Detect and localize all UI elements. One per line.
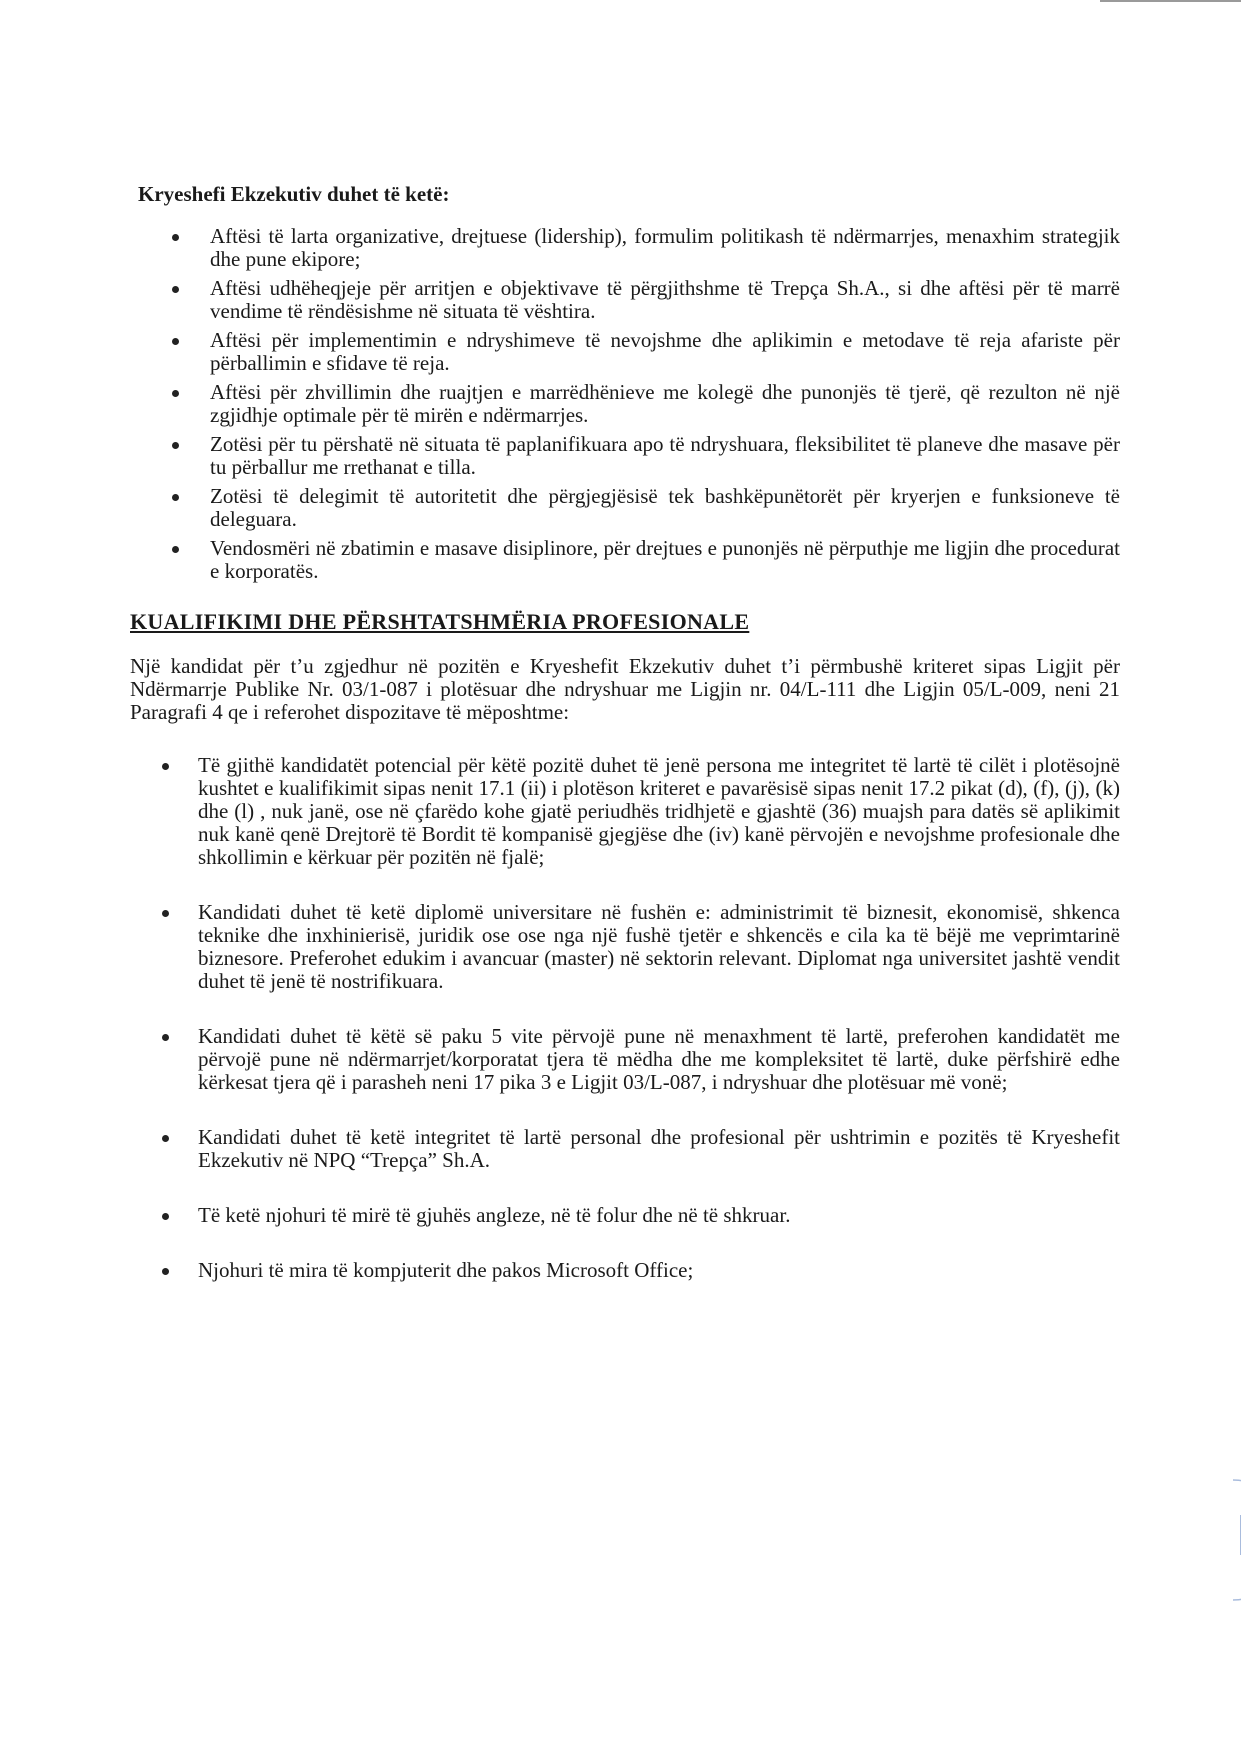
company-stamp-icon (1158, 1440, 1241, 1640)
list-item: Aftësi për implementimin e ndryshimeve të nevojshme dhe aplikimin e metodave të reja afariste për përballimin e sfidave të reja. (120, 329, 1120, 375)
list-item: Të ketë njohuri të mirë të gjuhës angleze, në të folur dhe në të shkruar. (120, 1204, 1120, 1227)
skills-list (120, 225, 1120, 583)
list-item: Kandidati duhet të ketë diplomë universitare në fushën e: administrimit të biznesit, ekonomisë, shkenca teknike dhe inxhinierisë, juridik ose ose nga një fushë tjetër e shkencës e cila ka të bëjë me veprimtarinë biznesore. Preferohet edukim i avancuar (master) në sektorin relevant. Diplomat nga universitet jashtë vendit duhet të jenë të nostrifikuara. (120, 901, 1120, 993)
list-item: Të gjithë kandidatët potencial për këtë pozitë duhet të jenë persona me integritet të lartë të cilët i plotësojnë kushtet e kualifikimit sipas nenit 17.1 (ii) i plotëson kriteret e pavarësisë sipas nenit 17.2 pikat (d), (f), (j), (k) dhe (l) , nuk janë, ose në çfarëdo kohe gjatë periudhës tridhjetë e gjashtë (36) muajsh para datës së aplikimit nuk kanë qenë Drejtorë të Bordit të kompanisë gjegjëse dhe (iv) kanë përvojën e nevojshme profesionale dhe shkollimin e kërkuar për pozitën në fjalë; (120, 754, 1120, 869)
section-title: KUALIFIKIMI DHE PËRSHTATSHMËRIA PROFESIONALE (130, 609, 750, 634)
list-item: Zotësi të delegimit të autoritetit dhe përgjegjësisë tek bashkëpunëtorët për kryerjen e funksioneve të deleguara. (120, 485, 1120, 531)
list-item: Zotësi për tu përshatë në situata të paplanifikuara apo të ndryshuara, fleksibilitet të planeve dhe masave për tu përballur me rrethanat e tilla. (120, 433, 1120, 479)
list-item: Kandidati duhet të ketë integritet të lartë personal dhe profesional për ushtrimin e pozitës të Kryeshefit Ekzekutiv në NPQ “Trepça” Sh.A. (120, 1126, 1120, 1172)
list-item: Vendosmëri në zbatimin e masave disiplinore, për drejtues e punonjës në përputhje me ligjin dhe procedurat e korporatës. (120, 537, 1120, 583)
list-item: Aftësi për zhvillimin dhe ruajtjen e marrëdhënieve me kolegë dhe punonjës të tjerë, që rezulton në një zgjidhje optimale për të mirën e ndërmarrjes. (120, 381, 1120, 427)
list-item: Kandidati duhet të këtë së paku 5 vite përvojë pune në menaxhment të lartë, preferohen kandidatët me përvojë pune në ndërmarrjet/korporatat tjera të mëdha dhe me kompleksitet të lartë, duke përfshirë edhe kërkesat tjera që i parasheh neni 17 pika 3 e Ligjit 03/L-087, i ndryshuar dhe plotësuar më vonë; (120, 1025, 1120, 1094)
requirements-list (120, 754, 1120, 1282)
ceo-skills-heading: Kryeshefi Ekzekutiv duhet të ketë: (138, 182, 450, 206)
list-item: Njohuri të mira të kompjuterit dhe pakos Microsoft Office; (120, 1259, 1120, 1282)
list-item: Aftësi udhëheqjeje për arritjen e objektivave të përgjithshme të Trepça Sh.A., si dhe aftësi për të marrë vendime të rëndësishme në situata të vështira. (120, 277, 1120, 323)
top-edge-line (1100, 0, 1241, 2)
list-item: Aftësi të larta organizative, drejtuese (lidership), formulim politikash të ndërmarrjes, menaxhim strategjik dhe pune ekipore; (120, 225, 1120, 271)
intro-paragraph: Një kandidat për t’u zgjedhur në pozitën e Kryeshefit Ekzekutiv duhet t’i përmbushë kriteret sipas Ligjit për Ndërmarrje Publike Nr. 03/1-087 i plotësuar dhe ndryshuar me Ligjin nr. 04/L-111 dhe Ligjin 05/L-009, neni 21 Paragrafi 4 qe i referohet dispozitave të mëposhtme: (130, 654, 1120, 724)
document-page (120, 182, 1120, 1314)
